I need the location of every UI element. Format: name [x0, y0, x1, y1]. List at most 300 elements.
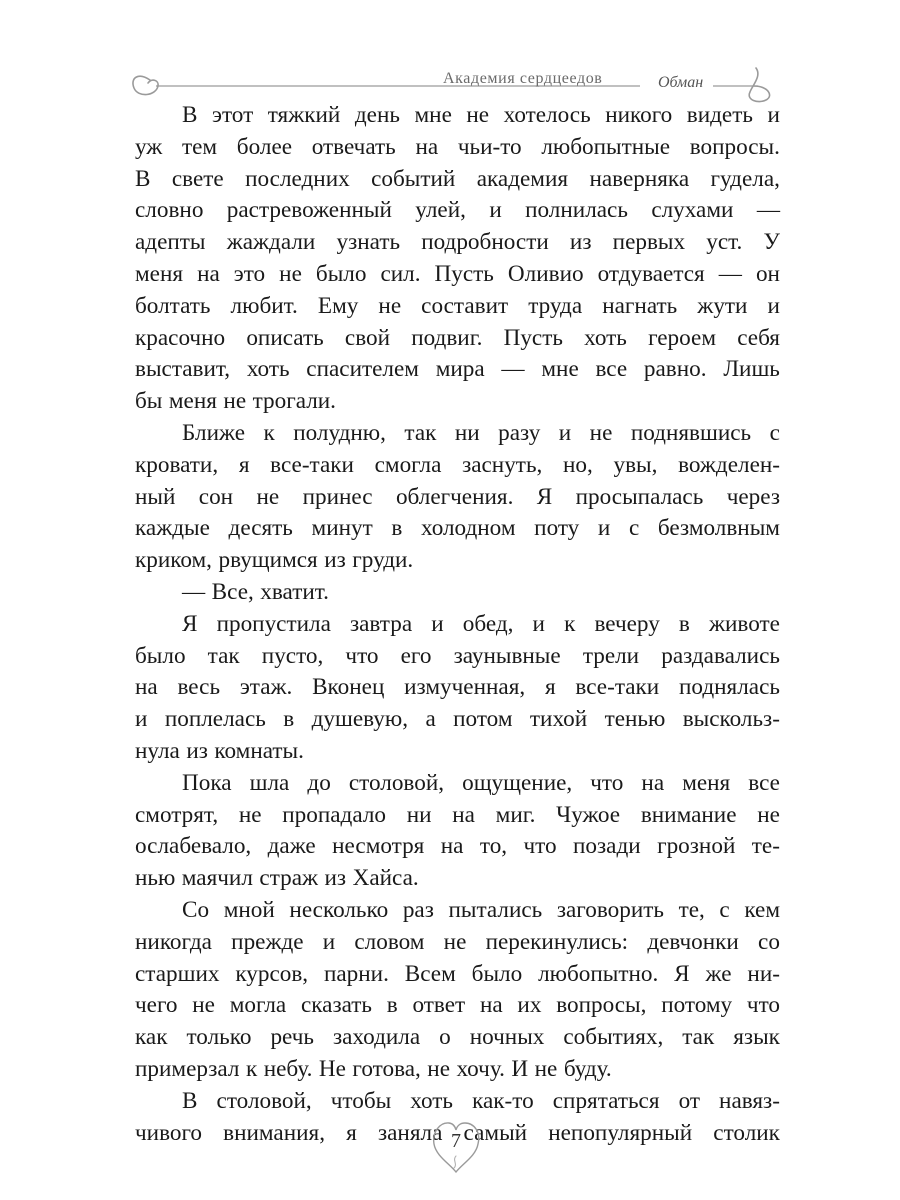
word: Я: [536, 483, 553, 510]
word: заговорить: [556, 896, 664, 923]
word: тяжкий: [267, 102, 341, 128]
word: свой: [344, 324, 390, 351]
word: Я: [182, 610, 198, 637]
word: героем: [648, 324, 716, 351]
word: гудела,: [710, 165, 780, 192]
word: и: [558, 419, 572, 446]
word: хватит.: [260, 578, 329, 605]
word: с: [769, 419, 780, 446]
text-line: [135, 132, 780, 164]
word: чивого: [135, 1119, 202, 1146]
word: мира: [435, 356, 485, 383]
word: никого: [605, 102, 673, 128]
word: перекинулись:: [485, 928, 629, 955]
word: меня: [168, 388, 217, 415]
word: кровати,: [135, 451, 219, 478]
word: как: [135, 1024, 168, 1051]
word: парни.: [323, 960, 389, 987]
word: отвечать: [311, 133, 396, 160]
word: то,: [479, 833, 508, 860]
word: —: [718, 260, 742, 287]
word: так: [682, 1024, 715, 1051]
word: буду.: [563, 1055, 612, 1082]
word: минут: [311, 515, 373, 542]
word: даже: [267, 833, 316, 860]
word: бы: [135, 388, 163, 415]
word: все: [595, 356, 628, 383]
word: не: [466, 102, 490, 128]
word: сон: [198, 483, 234, 510]
word: несмотря: [332, 833, 425, 860]
text-line: [135, 386, 780, 418]
word: непопулярный: [548, 1119, 693, 1146]
word: кем: [744, 896, 780, 923]
word: и: [431, 610, 444, 637]
word: было: [471, 960, 523, 987]
word: последних: [245, 165, 350, 192]
word: болтать: [135, 292, 211, 319]
word: и: [767, 102, 780, 128]
word: улей,: [415, 197, 466, 224]
word: комнаты.: [214, 737, 304, 764]
text-line: [135, 100, 780, 132]
text-line: [135, 959, 780, 991]
page-footer: [428, 1116, 488, 1178]
word: животе: [708, 610, 780, 637]
word: язык: [733, 1024, 780, 1051]
text-line: [135, 291, 780, 323]
word: Чужое: [556, 801, 621, 828]
word: потому: [661, 992, 733, 1019]
word: раз: [402, 896, 434, 923]
word: я: [238, 451, 250, 478]
word: нью: [135, 865, 176, 892]
text-line: [135, 545, 780, 577]
word: не: [223, 388, 247, 415]
word: все-таки: [575, 674, 660, 701]
word: труда: [528, 292, 583, 319]
word: В: [135, 165, 151, 192]
word: не: [757, 801, 780, 828]
word: со: [758, 928, 780, 955]
word: поднявшись: [630, 419, 752, 446]
word: и: [489, 197, 502, 224]
word: этот: [212, 102, 254, 128]
word: мне: [414, 102, 452, 128]
word: —: [756, 197, 780, 224]
word: грозной: [657, 833, 736, 860]
word: так: [207, 642, 240, 669]
word: Хайса.: [352, 865, 419, 892]
text-line: [135, 227, 780, 259]
word: Пусть: [503, 324, 563, 351]
word: с: [628, 515, 640, 542]
word: равно.: [643, 356, 707, 383]
word: весь: [177, 674, 221, 701]
word: жаждали: [226, 229, 316, 256]
word: разу: [498, 419, 541, 446]
word: пытались: [448, 896, 543, 923]
word: полудню,: [293, 419, 386, 446]
word: хоть: [246, 356, 290, 383]
word: —: [182, 578, 206, 605]
text-line: [135, 418, 780, 450]
text-line: [135, 354, 780, 386]
word: те,: [678, 896, 705, 923]
word: груди.: [352, 547, 414, 574]
text-line: [135, 1054, 780, 1086]
word: В: [182, 1087, 198, 1114]
word: подвиг.: [411, 324, 483, 351]
word: словно: [135, 197, 204, 224]
word: я: [544, 674, 556, 701]
text-line: [135, 736, 780, 768]
word: рвущимся: [218, 547, 318, 574]
word: мне: [541, 356, 579, 383]
word: полнилась: [525, 197, 628, 224]
text-line: [135, 323, 780, 355]
word: Вконец: [312, 674, 385, 701]
word: на: [641, 769, 665, 796]
word: тенью: [604, 706, 666, 733]
word: внимание: [640, 801, 737, 828]
word: поднялась: [679, 674, 780, 701]
word: хочу.: [456, 1055, 505, 1082]
word: столовой,: [348, 769, 445, 796]
word: не: [589, 419, 613, 446]
word: что: [345, 642, 379, 669]
word: свете: [171, 165, 224, 192]
page-number: 7: [451, 1130, 461, 1152]
word: подробности: [421, 229, 549, 256]
text-line: [135, 863, 780, 895]
word: на: [415, 133, 439, 160]
word: Пусть: [434, 260, 494, 287]
word: через: [726, 483, 780, 510]
word: вожделен-: [678, 451, 780, 478]
word: У: [763, 229, 780, 256]
word: внимания,: [223, 1119, 325, 1146]
word: примерзал: [135, 1055, 240, 1082]
word: столовой,: [216, 1087, 312, 1114]
word: ощущение,: [462, 769, 573, 796]
word: страж: [259, 865, 319, 892]
word: Со: [182, 896, 210, 923]
word: а: [425, 706, 436, 733]
word: не: [427, 1055, 450, 1082]
word: из: [569, 229, 592, 256]
word: слухами: [651, 197, 734, 224]
word: обед,: [462, 610, 514, 637]
word: событий: [371, 165, 456, 192]
word: самый: [463, 1119, 528, 1146]
word: принес: [302, 483, 373, 510]
text-line: [135, 990, 780, 1022]
word: более: [236, 133, 293, 160]
word: все-таки: [270, 451, 354, 478]
word: тихой: [529, 706, 588, 733]
word: первых: [612, 229, 686, 256]
word: адепты: [135, 229, 206, 256]
word: не: [192, 992, 215, 1019]
word: ни: [406, 801, 432, 828]
text-line: [135, 195, 780, 227]
word: поту: [534, 515, 580, 542]
word: вопросы,: [556, 992, 647, 1019]
word: не: [443, 928, 467, 955]
word: Не: [318, 1055, 346, 1082]
word: не: [256, 483, 280, 510]
word: в: [386, 992, 398, 1019]
word: сил.: [380, 260, 421, 287]
word: измученная,: [404, 674, 526, 701]
word: было: [135, 642, 186, 669]
word: любит.: [230, 292, 298, 319]
word: В: [182, 102, 198, 128]
word: трели: [582, 642, 640, 669]
word: заходила: [332, 1024, 421, 1051]
word: чего: [135, 992, 178, 1019]
word: хоть: [584, 324, 627, 351]
word: красочно: [135, 324, 226, 351]
text-line: [135, 164, 780, 196]
word: на: [479, 992, 503, 1019]
text-line: [135, 259, 780, 291]
word: этаж.: [239, 674, 293, 701]
word: холодном: [420, 515, 516, 542]
word: от: [678, 1087, 700, 1114]
word: пропустила: [216, 610, 331, 637]
word: видеть: [686, 102, 753, 128]
word: на: [452, 801, 475, 828]
word: отдувается: [597, 260, 705, 287]
word: вопросы.: [689, 133, 780, 160]
running-title: Академия сердцеедов: [443, 70, 603, 87]
word: любопытные: [541, 133, 670, 160]
word: из: [324, 865, 347, 892]
word: все: [748, 769, 780, 796]
word: девчонки: [647, 928, 739, 955]
word: навяз-: [719, 1087, 780, 1114]
word: поплелась: [164, 706, 266, 733]
word: не: [534, 1055, 558, 1082]
word: ни: [454, 419, 480, 446]
word: он: [755, 260, 780, 287]
word: позади: [573, 833, 641, 860]
word: столик: [713, 1119, 780, 1146]
word: событиях,: [563, 1024, 664, 1051]
word: и: [135, 706, 148, 733]
word: что: [523, 833, 557, 860]
word: ночных: [469, 1024, 545, 1051]
word: уж: [135, 133, 163, 160]
word: это: [233, 260, 266, 287]
word: как-то: [472, 1087, 534, 1114]
word: ослабевало,: [135, 833, 252, 860]
word: Оливио: [507, 260, 584, 287]
word: небу.: [263, 1055, 313, 1082]
word: не: [279, 260, 302, 287]
word: к: [263, 419, 275, 446]
text-line: [135, 609, 780, 641]
word: в: [391, 515, 403, 542]
word: —: [501, 356, 525, 383]
word: не: [238, 801, 262, 828]
word: хотелось: [503, 102, 591, 128]
word: я: [346, 1119, 357, 1146]
word: чтобы: [330, 1087, 392, 1114]
body-text: [135, 100, 780, 1149]
word: жути: [697, 292, 748, 319]
word: раздавались: [661, 642, 780, 669]
text-line: [135, 895, 780, 927]
word: речь: [270, 1024, 314, 1051]
word: было: [315, 260, 367, 287]
word: узнать: [336, 229, 401, 256]
word: Всем: [404, 960, 456, 987]
word: спасителем: [306, 356, 419, 383]
word: Ему: [317, 292, 359, 319]
word: описать: [246, 324, 324, 351]
word: смотрят,: [135, 801, 219, 828]
word: меня: [682, 769, 731, 796]
word: каждые: [135, 515, 210, 542]
word: к: [245, 1055, 258, 1082]
text-line: [135, 1086, 780, 1118]
word: Все,: [211, 578, 254, 605]
word: из: [324, 547, 346, 574]
word: никогда: [135, 928, 212, 955]
word: выставит,: [135, 356, 231, 383]
word: и: [767, 292, 780, 319]
word: сказать: [300, 992, 373, 1019]
word: и: [322, 928, 336, 955]
word: себя: [737, 324, 780, 351]
word: мной: [223, 896, 275, 923]
word: чьи-то: [457, 133, 522, 160]
word: и: [597, 515, 611, 542]
word: пусто,: [261, 642, 324, 669]
word: ни-: [747, 960, 780, 987]
text-line: [135, 513, 780, 545]
word: маячил: [181, 865, 253, 892]
word: прежде: [231, 928, 304, 955]
word: день: [354, 102, 400, 128]
word: в: [678, 610, 690, 637]
word: его: [400, 642, 432, 669]
text-line: [135, 800, 780, 832]
word: меня: [135, 260, 184, 287]
text-line: [135, 1022, 780, 1054]
word: словом: [354, 928, 425, 955]
word: те-: [751, 833, 780, 860]
word: миг.: [495, 801, 536, 828]
word: до: [307, 769, 331, 796]
word: несколько: [289, 896, 389, 923]
word: Я: [674, 960, 690, 987]
word: и: [532, 610, 545, 637]
word: выскольз-: [682, 706, 780, 733]
word: смогла: [374, 451, 442, 478]
word: Лишь: [723, 356, 780, 383]
word: увы,: [613, 451, 658, 478]
word: Ближе: [182, 419, 245, 446]
text-line: [135, 450, 780, 482]
word: тем: [182, 133, 218, 160]
word: заунывные: [453, 642, 561, 669]
text-line: [135, 577, 780, 609]
series-mark: Обман: [658, 74, 704, 91]
word: могла: [229, 992, 287, 1019]
text-line: [135, 831, 780, 863]
word: составит: [421, 292, 509, 319]
word: готова,: [352, 1055, 421, 1082]
word: облегчения.: [395, 483, 514, 510]
word: трогали.: [252, 388, 336, 415]
word: ответ: [412, 992, 466, 1019]
word: растревоженный: [226, 197, 392, 224]
text-line: [135, 482, 780, 514]
word: на: [197, 260, 220, 287]
word: на: [135, 674, 158, 701]
word: старших: [135, 960, 220, 987]
word: только: [186, 1024, 252, 1051]
word: И: [511, 1055, 529, 1082]
text-line: [135, 927, 780, 959]
word: десять: [228, 515, 293, 542]
word: не: [378, 292, 402, 319]
word: любопытно.: [538, 960, 659, 987]
word: что: [590, 769, 624, 796]
word: к: [564, 610, 576, 637]
word: завтра: [349, 610, 413, 637]
word: так: [404, 419, 437, 446]
word: что: [746, 992, 780, 1019]
word: ный: [135, 483, 176, 510]
word: но,: [563, 451, 593, 478]
word: просыпалась: [575, 483, 704, 510]
word: потом: [453, 706, 513, 733]
word: же: [705, 960, 732, 987]
text-line: [135, 704, 780, 736]
word: в: [283, 706, 295, 733]
word: из: [186, 737, 208, 764]
word: Пока: [182, 769, 232, 796]
word: шла: [249, 769, 290, 796]
word: курсов,: [235, 960, 309, 987]
word: наверняка: [589, 165, 690, 192]
word: хоть: [410, 1087, 454, 1114]
text-line: [135, 672, 780, 704]
word: академия: [476, 165, 569, 192]
word: безмолвным: [657, 515, 780, 542]
word: на: [440, 833, 464, 860]
word: спрятаться: [552, 1087, 660, 1114]
word: уст.: [706, 229, 743, 256]
word: нагнать: [602, 292, 678, 319]
word: душевую,: [311, 706, 409, 733]
word: их: [517, 992, 542, 1019]
word: с: [719, 896, 730, 923]
text-line: [135, 641, 780, 673]
word: пропадало: [282, 801, 386, 828]
word: вечеру: [594, 610, 660, 637]
word: заняла: [377, 1119, 443, 1146]
word: нула: [135, 737, 180, 764]
word: заснуть,: [462, 451, 543, 478]
text-line: [135, 768, 780, 800]
word: о: [439, 1024, 451, 1051]
